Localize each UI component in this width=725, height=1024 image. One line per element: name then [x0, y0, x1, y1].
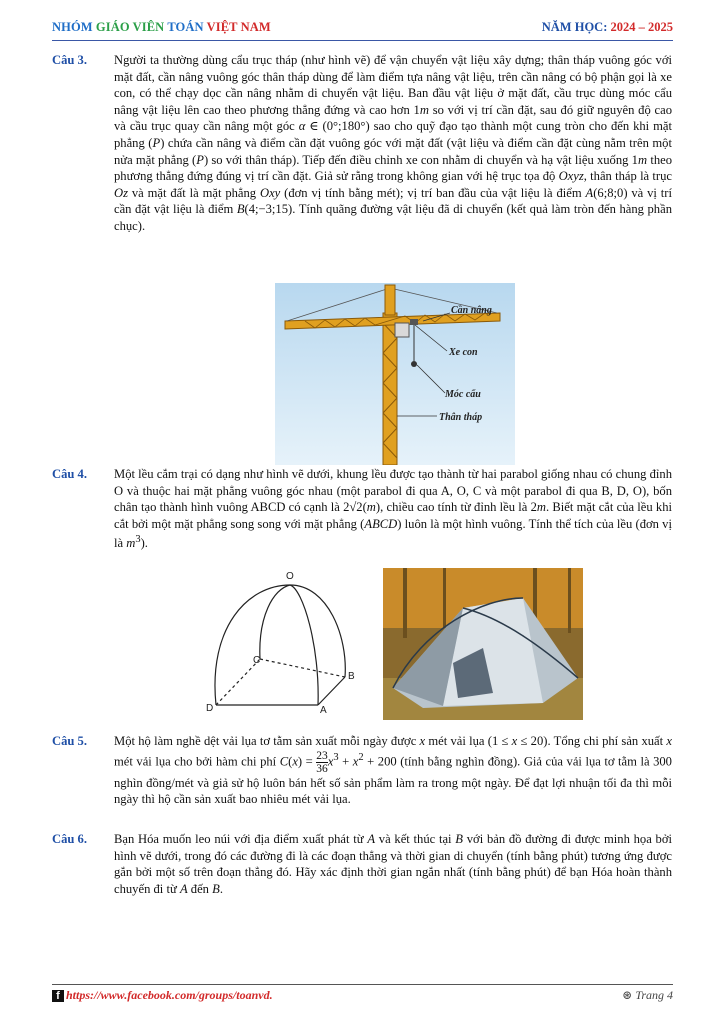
label-hook: Móc cẩu [445, 389, 481, 400]
question-text: Người ta thường dùng cẩu trục tháp (như hình vẽ) để vận chuyển vật liệu xây dựng; thân tháp vuông góc với mặt đất, cần nâng vuông góc thân tháp dùng để làm điểm tựa nâng vật liệu, trên cần nâng có bộ phận gọi là xe con, có thể chạy dọc cần nâng nhằm di chuyển vật liệu. Ban đầu vật liệu ở mặt đất, cầu trục dùng móc cẩu nâng vật liệu lên cao theo phương thẳng đứng và cao hơn 1m so với vị trí cần đặt, sau đó giữ nguyên độ cao và cầu trục quay cần nâng một góc α ∈ (0°;180°) sao cho quỹ đạo tạo thành một cung tròn cho đến khi mặt phẳng (P) chứa cần nâng và điểm cần đặt vuông góc với mặt đất (vật liệu và điểm cần đặt cùng nằm trên một nửa mặt phẳng (P) so với thân tháp). Tiếp đến điều chỉnh xe con nhằm di chuyển và hạ vật liệu xuống 1m theo phương thẳng đứng đúng vị trí cần đặt. Giả sử rằng trong không gian với hệ trục tọa độ Oxyz, thân tháp là trục Oz và mặt đất là mặt phẳng Oxy (đơn vị tính bằng mét); vị trí ban đầu của vật liệu là điểm A(6;8;0) và vị trí cần đặt vật liệu là điểm B(4;−3;15). Tính quãng đường vật liệu đã di chuyển (kết quả làm tròn đến hàng phần chục). [114, 53, 673, 233]
point-o-label: O [286, 571, 294, 582]
tent-photo [383, 568, 583, 720]
tent-frame-diagram [198, 567, 370, 715]
question-6 [52, 831, 672, 897]
point-a-label: A [320, 705, 327, 715]
point-b-label: B [348, 671, 355, 682]
school-year: NĂM HỌC: 2024 – 2025 [541, 20, 673, 34]
question-label: Câu 6. [52, 832, 87, 846]
group-name: NHÓM GIÁO VIÊN TOÁN VIỆT NAM [52, 20, 271, 34]
page-header [52, 18, 673, 41]
label-trolley: Xe con [449, 347, 478, 358]
question-text: Bạn Hóa muốn leo núi với địa điểm xuất phát từ A và kết thúc tại B với bản đồ đường đi được minh họa bởi hình vẽ dưới, trong đó các đường đi là các đoạn thẳng và thời gian di chuyển (tính bằng phút) tương ứng được gắn bởi một số trên đoạn thẳng đó. Hãy xác định thời gian ngắn nhất (tính bằng phút) để bạn Hóa hoàn thành chuyến đi từ A đến B. [114, 832, 672, 896]
page-footer [52, 984, 673, 1007]
point-d-label: D [206, 703, 214, 714]
question-label: Câu 5. [52, 734, 87, 748]
question-5 [52, 733, 672, 808]
facebook-group-link[interactable]: f https://www.facebook.com/groups/toanvd. [52, 988, 273, 1003]
label-boom: Cần nâng [451, 305, 492, 316]
question-label: Câu 3. [52, 53, 87, 67]
label-tower: Thân tháp [439, 412, 483, 423]
question-4 [52, 466, 672, 552]
question-label: Câu 4. [52, 467, 87, 481]
question-3 [52, 52, 672, 235]
page-number: ⊛ Trang 4 [622, 988, 673, 1002]
hook-icon [411, 361, 417, 367]
facebook-icon: f [52, 990, 64, 1002]
point-c-label: C [253, 655, 261, 666]
tent-frame [215, 585, 345, 705]
question-text: Một hộ làm nghề dệt vải lụa tơ tằm sản xuất mỗi ngày được x mét vải lụa (1 ≤ x ≤ 20). Tổng chi phí sản xuất x mét vải lụa cho bởi hàm chi phí C(x) = $\frac{23}{36}$ $x^3 + x^2 + 200$ (tính bằng nghìn đồng). Giả của vải lụa tơ tằm là 300 nghìn đồng/mét và giả sử hộ luôn bán hết số sản phẩm làm ra trong một ngày. Để đạt lợi nhuận tối đa thì mỗi ngày thì hộ cần sản xuất bao nhiêu mét vải lụa. [114, 734, 672, 807]
question-text: Một lều cắm trại có dạng như hình vẽ dưới, khung lều được tạo thành từ hai parabol giống nhau có chung đỉnh O và thuộc hai mặt phẳng vuông góc nhau (một parabol đi qua A, O, C và một parabol đi qua B, D, O), bốn chân tạo thành hình vuông ABCD có cạnh là 2√2(m), chiều cao tính từ đỉnh lều là 2m. Biết mặt cắt của lều khi cắt bởi một mặt phẳng song song với mặt phẳng (ABCD) luôn là một hình vuông. Tính thể tích của lều (đơn vị là $m^3$). [114, 467, 673, 551]
tower-crane-figure [275, 283, 515, 465]
